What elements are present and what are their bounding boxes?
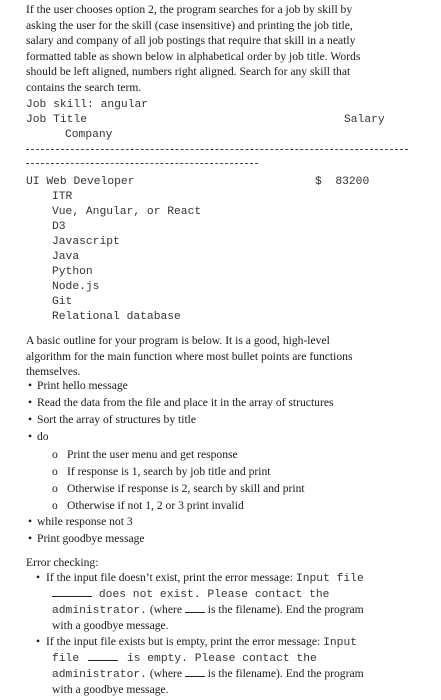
intro-line: asking the user for the skill (case insensitive) and printing the job title, (26, 18, 353, 32)
intro-line: If the user chooses option 2, the program searches for a job by skill by (26, 3, 353, 16)
bullet-icon: • (28, 430, 33, 443)
row-job-title: UI Web Developer (26, 176, 135, 188)
skill-item: Java (52, 251, 80, 263)
bullet-text: do (37, 430, 49, 443)
outline-paragraph (26, 333, 420, 380)
bullet-text: If response is 1, search by job title and print (67, 465, 271, 478)
skill-item: D3 (52, 221, 66, 233)
bullet-text: Print goodbye message (37, 532, 145, 545)
bullet-text: Print hello message (37, 379, 128, 392)
bullet-icon: • (36, 571, 41, 584)
error-text: (where (146, 603, 185, 616)
skill-item: Vue, Angular, or React (52, 206, 202, 218)
error-code: administrator. (52, 669, 147, 681)
bullet-icon: • (28, 515, 33, 528)
error-code: Input file (295, 573, 364, 585)
circle-bullet-icon: o (52, 448, 58, 461)
row-company: ITR (52, 191, 73, 203)
intro-line: should be left aligned, numbers right aligned. Search for any skill that (26, 65, 351, 78)
header-salary: Salary (344, 114, 385, 126)
circle-bullet-icon: o (52, 465, 58, 478)
circle-bullet-icon: o (52, 499, 58, 512)
bullet-icon: • (28, 413, 33, 426)
circle-bullet-icon: o (52, 482, 58, 495)
filename-blank (52, 586, 92, 597)
bullet-text: Print the user menu and get response (67, 448, 238, 461)
bullet-icon: • (28, 532, 33, 545)
error-text: If the input file doesn’t exist, print the error message: (46, 571, 296, 584)
intro-line: formatted table as shown below in alphabetical order by job title. Words (26, 49, 361, 63)
intro-paragraph (26, 2, 420, 95)
bullet-icon: • (28, 396, 33, 409)
table-divider (26, 149, 408, 150)
error-heading: Error checking: (26, 556, 99, 569)
outline-line: algorithm for the main function where most bullet points are functions (26, 349, 353, 363)
error-code: does not exist. Please contact the (98, 589, 330, 601)
skill-item: Relational database (52, 311, 181, 323)
error-text: is the filename). End the program (204, 603, 364, 616)
intro-line: salary and company of all job postings that require that skill in a neatly (26, 34, 356, 47)
error-code: is empty. Please contact the (126, 653, 317, 665)
error-code: administrator. (52, 605, 147, 617)
skill-item: Javascript (52, 236, 120, 248)
filename-blank (88, 650, 118, 661)
error-text: (where (146, 667, 185, 680)
bullet-text: Sort the array of structures by title (37, 413, 197, 426)
error-text: If the input file exists but is empty, print the error message: (46, 635, 324, 648)
skill-item: Git (52, 296, 73, 308)
bullet-icon: • (28, 379, 33, 392)
error-text: with a goodbye message. (52, 619, 169, 632)
bullet-text: Read the data from the file and place it in the array of structures (37, 396, 334, 409)
table-divider (26, 163, 258, 164)
filename-blank (185, 602, 205, 613)
outline-line: themselves. (26, 365, 81, 378)
error-text: with a goodbye message. (52, 683, 169, 696)
bullet-text: while response not 3 (37, 515, 133, 528)
bullet-text: Otherwise if not 1, 2 or 3 print invalid (67, 499, 244, 512)
skill-prompt: Job skill: angular (26, 99, 149, 111)
error-code: Input (323, 637, 358, 649)
skill-item: Python (52, 266, 93, 278)
error-code: file (52, 653, 80, 665)
outline-line: A basic outline for your program is below. It is a good, high-level (26, 334, 330, 347)
skill-item: Node.js (52, 281, 100, 293)
bullet-icon: • (36, 635, 41, 648)
bullet-text: Otherwise if response is 2, search by skill and print (67, 482, 305, 495)
row-salary: $ 83200 (315, 176, 370, 188)
header-company: Company (65, 129, 113, 141)
error-text: is the filename). End the program (204, 667, 364, 680)
header-job-title: Job Title (26, 114, 88, 126)
intro-line: contains the search term. (26, 80, 142, 94)
filename-blank (185, 666, 205, 677)
